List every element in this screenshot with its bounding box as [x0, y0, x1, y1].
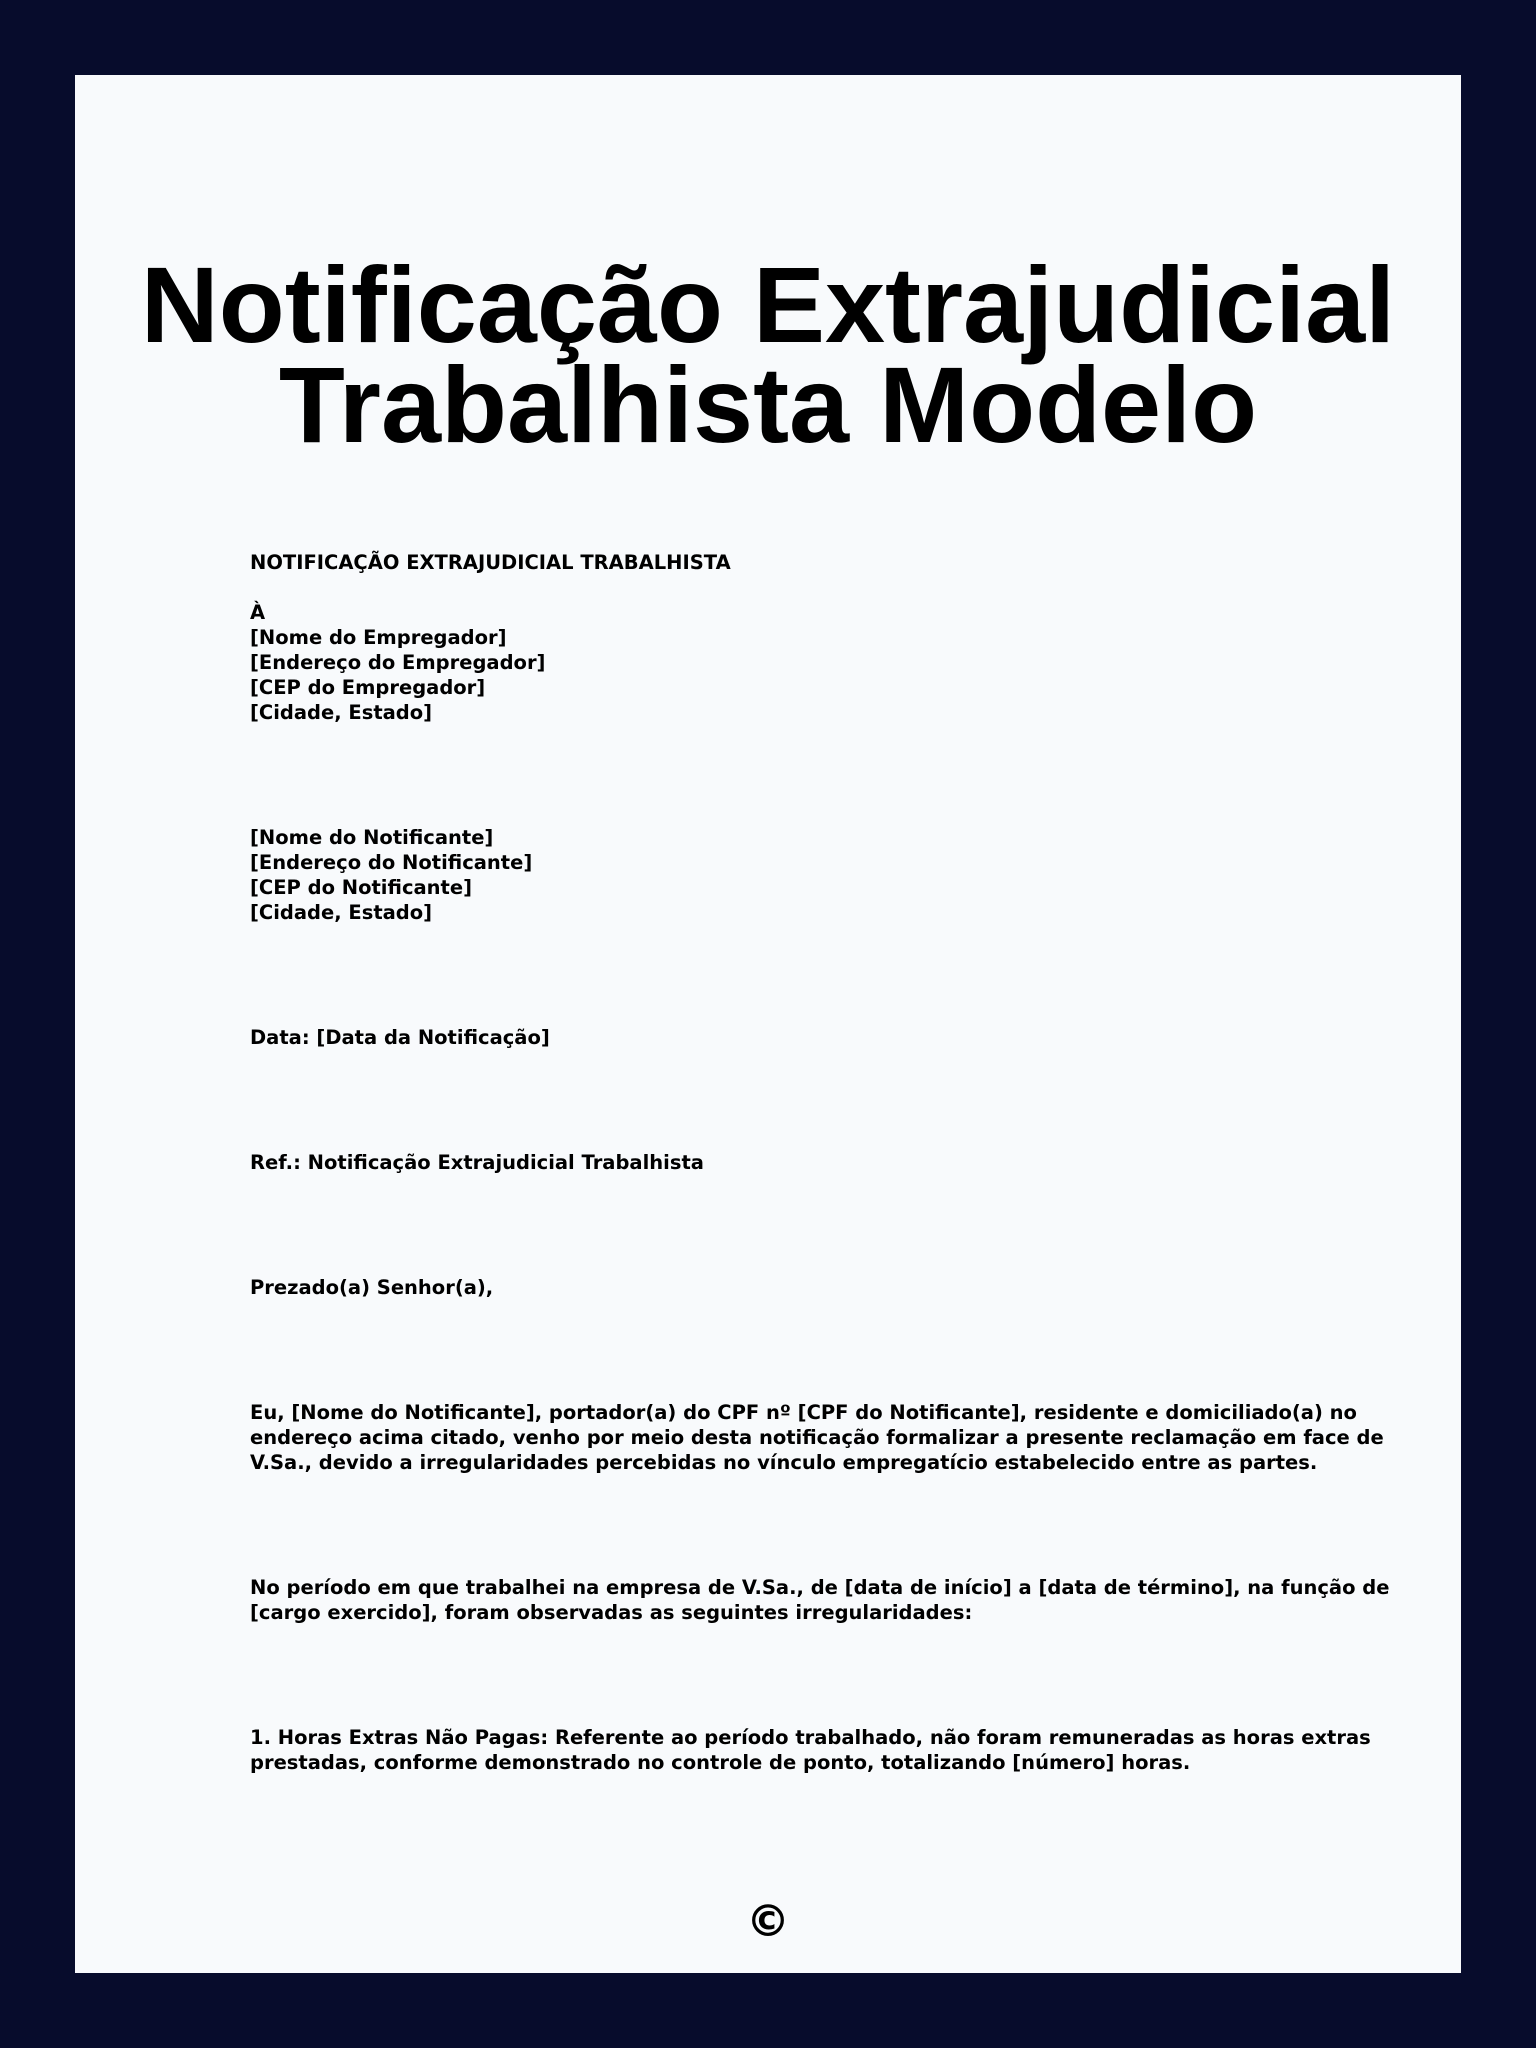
list-item-1	[250, 1725, 1371, 1775]
paragraph-1-line: endereço acima citado, venho por meio desta notificação formalizar a presente reclamação em face de	[250, 1426, 1384, 1449]
reference-line: Ref.: Notificação Extrajudicial Trabalhista	[250, 1151, 704, 1174]
spacer	[250, 925, 1310, 1025]
spacer	[250, 1300, 1310, 1400]
spacer	[250, 1175, 1310, 1275]
title-line-2: Trabalhista Modelo	[278, 344, 1258, 465]
document-page	[75, 75, 1461, 1973]
recipient-block	[250, 600, 1310, 725]
sender-name: [Nome do Notificante]	[250, 826, 494, 849]
list-item-1-line: prestadas, conforme demonstrado no controle de ponto, totalizando [número] horas.	[250, 1751, 1191, 1774]
title-line-1: Notificação Extrajudicial	[140, 244, 1396, 365]
paragraph-1	[250, 1400, 1384, 1475]
recipient-prefix: À	[250, 601, 266, 624]
date-line: Data: [Data da Notificação]	[250, 1026, 550, 1049]
recipient-cep: [CEP do Empregador]	[250, 676, 486, 699]
paragraph-2-line: [cargo exercido], foram observadas as seguintes irregularidades:	[250, 1601, 973, 1624]
paragraph-1-line: V.Sa., devido a irregularidades percebidas no vínculo empregatício estabelecido entre as partes.	[250, 1451, 1318, 1474]
greeting: Prezado(a) Senhor(a),	[250, 1276, 494, 1299]
recipient-name: [Nome do Empregador]	[250, 626, 507, 649]
paragraph-1-line: Eu, [Nome do Notificante], portador(a) do CPF nº [CPF do Notificante], residente e domiciliado(a) no	[250, 1401, 1357, 1424]
document-body	[250, 550, 1390, 1775]
notice-heading: NOTIFICAÇÃO EXTRAJUDICIAL TRABALHISTA	[250, 551, 731, 574]
paragraph-2-line: No período em que trabalhei na empresa de V.Sa., de [data de início] a [data de término], na função de	[250, 1576, 1390, 1599]
sender-block	[250, 825, 1310, 925]
spacer	[250, 575, 1310, 600]
document-title	[75, 244, 1461, 465]
paragraph-2	[250, 1575, 1390, 1625]
list-item-1-line: 1. Horas Extras Não Pagas: Referente ao período trabalhado, não foram remuneradas as horas extras	[250, 1726, 1371, 1749]
sender-address: [Endereço do Notificante]	[250, 851, 533, 874]
sender-city: [Cidade, Estado]	[250, 901, 433, 924]
recipient-address: [Endereço do Empregador]	[250, 651, 546, 674]
sender-cep: [CEP do Notificante]	[250, 876, 473, 899]
spacer	[250, 1625, 1310, 1725]
copyright-icon: ©	[746, 1896, 790, 1947]
spacer	[250, 725, 1310, 825]
recipient-city: [Cidade, Estado]	[250, 701, 433, 724]
spacer	[250, 1050, 1310, 1150]
spacer	[250, 1475, 1310, 1575]
